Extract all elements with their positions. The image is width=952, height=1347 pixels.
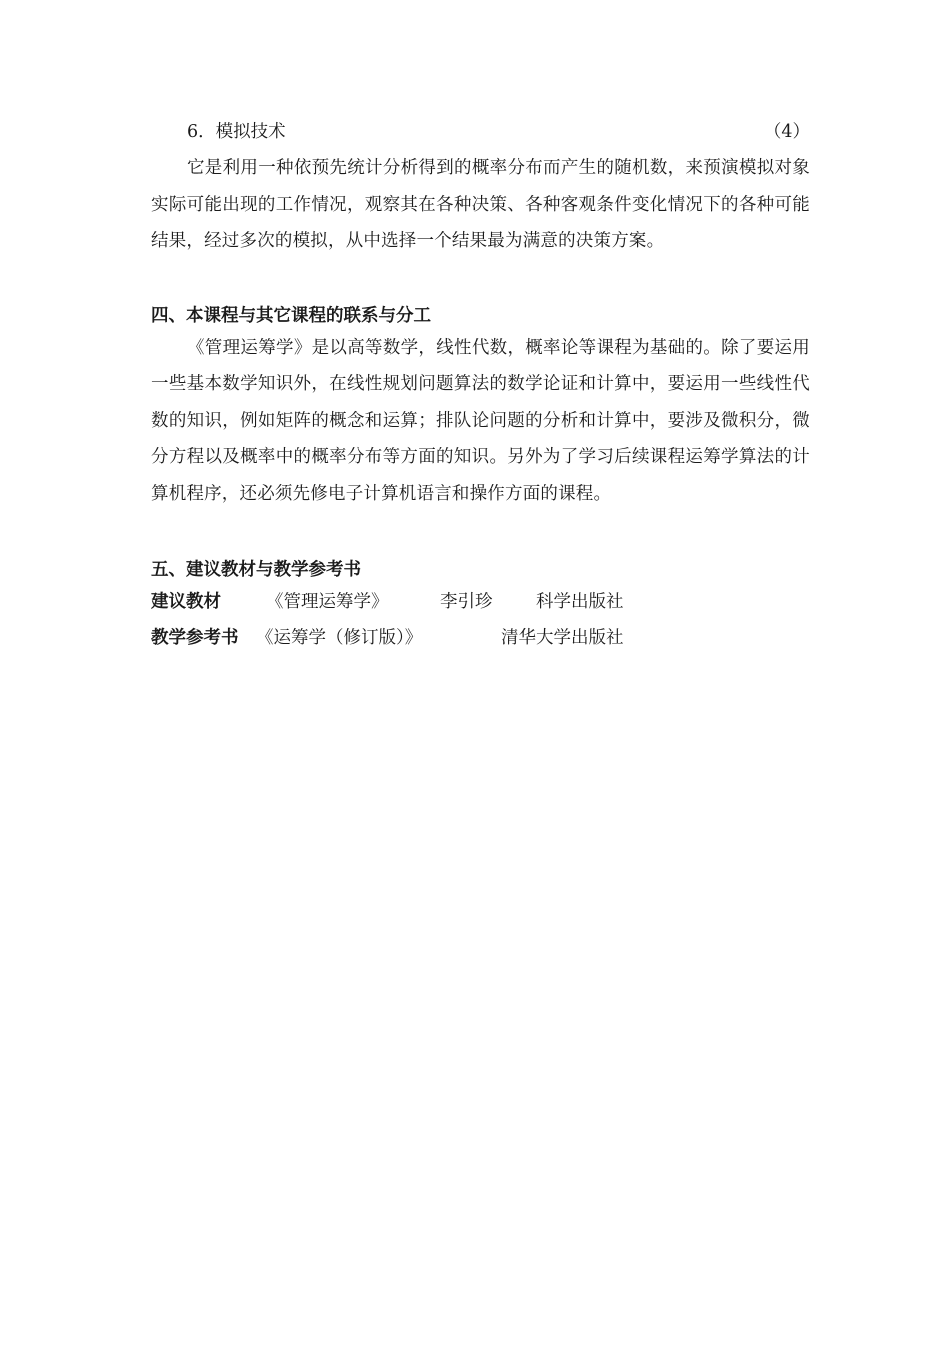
reference-row — [151, 620, 810, 656]
textbook-label: 建议教材 — [151, 592, 221, 612]
item-6-number: （4） — [763, 122, 810, 142]
textbook-name: 《管理运筹学》 — [266, 592, 389, 612]
textbook-publisher: 科学出版社 — [536, 592, 624, 612]
textbook-row — [151, 584, 810, 620]
textbook-author: 李引珍 — [440, 592, 493, 612]
section-4-title: 四、本课程与其它课程的联系与分工 — [151, 305, 431, 326]
reference-publisher: 清华大学出版社 — [501, 628, 624, 648]
section-4-paragraph: 《管理运筹学》是以高等数学，线性代数，概率论等课程为基础的。除了要运用一些基本数学知识外，在线性规划问题算法的数学论证和计算中，要运用一些线性代数的知识，例如矩阵的概念和运算；排队论问题的分析和计算中，要涉及微积分，微分方程以及概率中的概率分布等方面的知识。另外为了学习后续课程运筹学算法的计算机程序，还必须先修电子计算机语言和操作方面的课程。 — [151, 337, 810, 504]
reference-name: 《运筹学（修订版）》 — [256, 628, 423, 648]
section-5-title: 五、建议教材与教学参考书 — [151, 560, 361, 580]
item-6-heading-row — [151, 118, 810, 146]
item-6-paragraph: 它是利用一种依预先统计分析得到的概率分布而产生的随机数，来预演模拟对象实际可能出现的工作情况，观察其在各种决策、各种客观条件变化情况下的各种可能结果，经过多次的模拟，从中选择一个结果最为满意的决策方案。 — [151, 158, 810, 251]
page-content — [151, 118, 810, 656]
reference-label: 教学参考书 — [151, 628, 239, 648]
item-6-heading: 6．模拟技术 — [187, 122, 286, 142]
